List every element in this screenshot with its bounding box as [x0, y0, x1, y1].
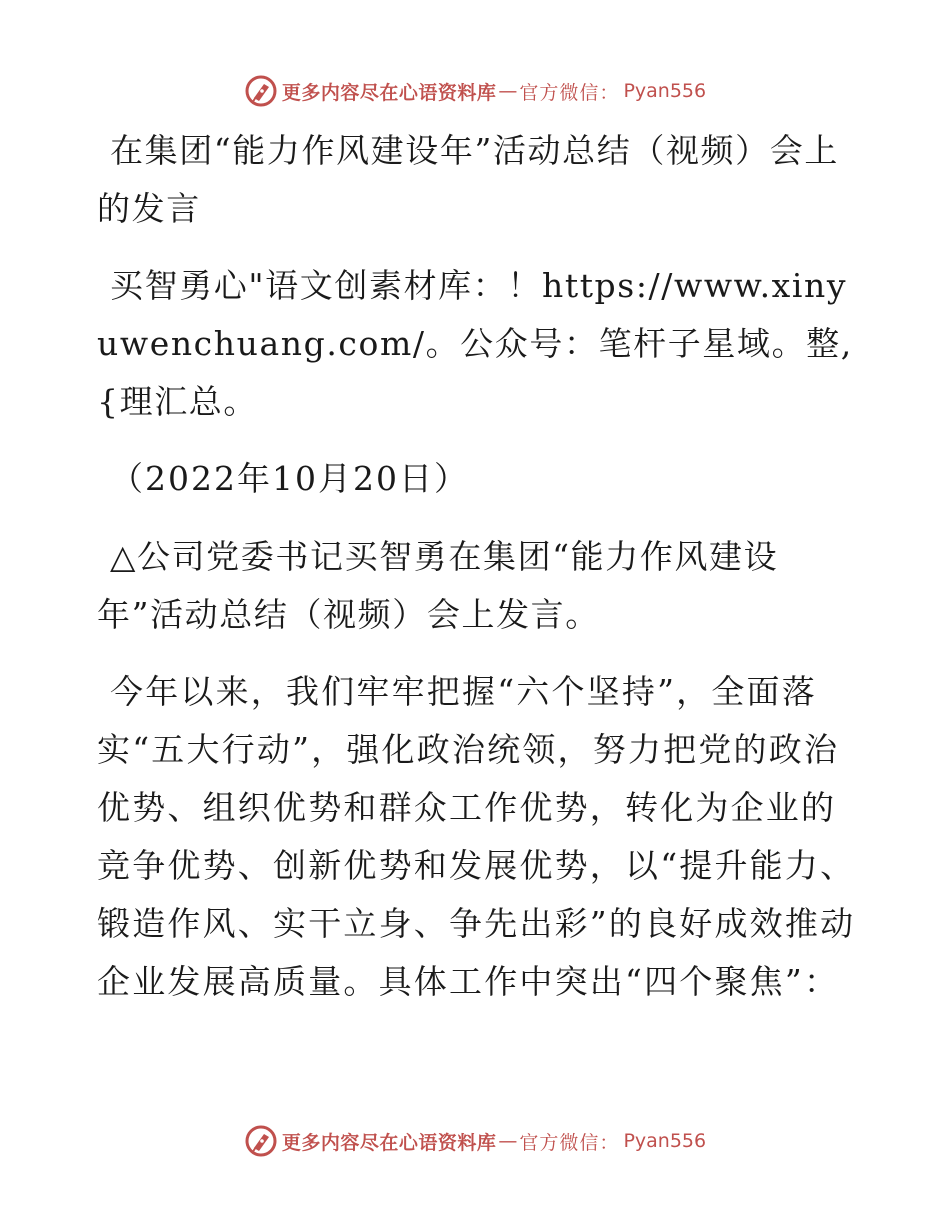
watermark-separator: — [498, 1130, 518, 1152]
watermark-label: 官方微信： [519, 1131, 620, 1154]
document-title: 在集团“能力作风建设年”活动总结（视频）会上的发言 [97, 131, 839, 228]
photo-caption: △公司党委书记买智勇在集团“能力作风建设年”活动总结（视频）会上发言。 [97, 537, 779, 634]
pen-nib-logo-icon [244, 1124, 278, 1158]
header-watermark [0, 71, 950, 111]
document-content [97, 122, 857, 1030]
watermark-text: 更多内容尽在心语资料库 [281, 81, 497, 104]
document-date: （2022年10月20日） [110, 459, 469, 498]
watermark-label: 官方微信： [519, 81, 620, 104]
pen-nib-logo-icon [244, 74, 278, 108]
watermark-wechat-id: Pyan556 [623, 80, 707, 102]
watermark-wechat-id: Pyan556 [623, 1130, 707, 1152]
footer-watermark [0, 1121, 950, 1161]
watermark-text: 更多内容尽在心语资料库 [281, 1131, 497, 1154]
body-paragraph: 今年以来，我们牢牢把握“六个坚持”，全面落实“五大行动”，强化政治统领，努力把党的政治优势、组织优势和群众工作优势，转化为企业的竞争优势、创新优势和发展优势，以“提升能力、锻造作风、实干立身、争先出彩”的良好成效推动企业发展高质量。具体工作中突出“四个聚焦”： [97, 672, 856, 1001]
source-note: 买智勇心"语文创素材库：！https://www.xinyuwenchuang.com/。公众号：笔杆子星域。整,{理汇总。 [97, 266, 853, 421]
watermark-separator: — [498, 80, 518, 102]
